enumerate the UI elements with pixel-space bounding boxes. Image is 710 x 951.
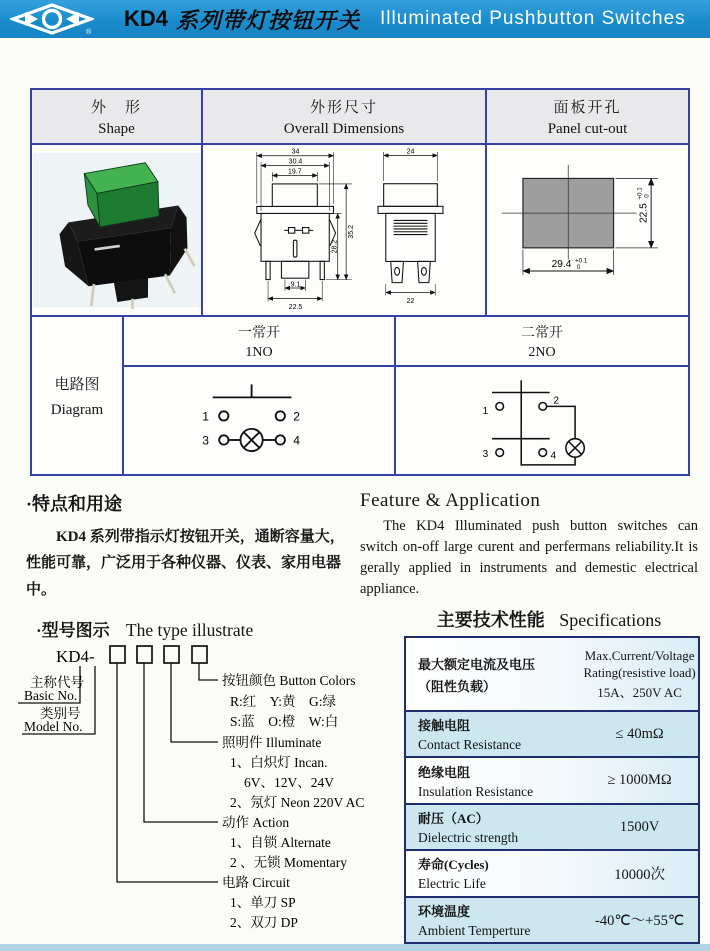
spec-name-line: Dielectric strength <box>418 830 519 846</box>
spec-value <box>581 758 698 802</box>
col-header-shape <box>32 90 203 145</box>
diagram-label-cn: 电路图 <box>54 376 100 393</box>
shape-cell <box>32 145 203 317</box>
col-header-cutout <box>487 90 688 145</box>
dim-front-34: 34 <box>291 148 300 156</box>
branch-illuminate-item-3: 2、氖灯 Neon 220V AC <box>230 795 365 810</box>
spec-value <box>581 712 698 756</box>
spec-value-line: Max.Current/Voltage <box>584 647 695 663</box>
overview-table <box>30 88 690 476</box>
terminal-label-1: 1 <box>482 405 489 417</box>
terminal-label-4: 4 <box>293 433 300 448</box>
terminal-label-4: 4 <box>550 450 557 462</box>
spec-value-line: Rating(resistive load) <box>583 664 696 680</box>
dim-side-22: 22 <box>406 298 415 306</box>
spec-name-line: Ambient Temperture <box>418 922 531 938</box>
terminal-label-3: 3 <box>482 448 489 460</box>
branch-circuit-label: 电路 Circuit <box>222 875 290 890</box>
basic-no-label-en: Basic No. <box>24 688 78 703</box>
page-title-en: Illuminated Pushbutton Switches <box>380 8 686 29</box>
overview-content-row <box>32 145 688 317</box>
spec-value-line: 10000次 <box>614 866 665 883</box>
feature-heading-en: Feature & Application <box>360 490 541 511</box>
spec-name <box>406 638 581 710</box>
feature-body-cn: KD4 系列带指示灯按钮开关，通断容量大，性能可靠，广泛用于各种仪器、仪表、家用电器中。 <box>26 529 345 598</box>
dim-front-28-2: 28.2 <box>331 239 339 254</box>
spec-name-line: Insulation Resistance <box>418 783 534 799</box>
spec-value-line: ≥ 1000MΩ <box>607 772 672 789</box>
branch-circuit-item-1: 1、单刀 SP <box>230 895 296 910</box>
footer-strip <box>0 944 710 951</box>
diagram-rows <box>32 317 688 474</box>
spec-value <box>581 851 698 895</box>
dim-cutout-height-tol-lower: 0 <box>642 193 650 198</box>
spec-value-line: 1500V <box>619 818 660 835</box>
dim-front-30-4: 30.4 <box>288 158 303 166</box>
dim-cutout-width-tol-upper: +0.1 <box>574 256 587 264</box>
overview-header-row <box>32 90 688 145</box>
diagram-label-cell <box>32 317 124 474</box>
branch-button-colors-item-2: S:蓝 O:橙 W:白 <box>230 714 339 729</box>
dim-cutout-width: 29.4 <box>551 258 571 270</box>
spec-value-line: 15A、250V AC <box>597 684 682 700</box>
dim-front-22-5: 22.5 <box>288 304 303 312</box>
spec-row-dielectric-strength <box>406 805 698 851</box>
spec-value <box>581 805 698 849</box>
spec-name-line: 寿命(Cycles) <box>418 857 489 873</box>
spec-row-contact-resistance <box>406 712 698 758</box>
diagram-header-1no-en: 1NO <box>245 344 273 360</box>
diagram-header-1no <box>124 317 396 367</box>
circuit-diagram-1no <box>157 377 361 465</box>
type-illustrate-heading-cn: ·型号图示 <box>36 621 110 640</box>
type-illustrate-heading <box>36 616 253 641</box>
specs-title-cn: 主要技术性能 <box>436 610 545 630</box>
dim-cutout-width-tol-lower: 0 <box>576 263 580 271</box>
dimensions-cell <box>203 145 487 317</box>
cutout-cell <box>487 145 688 317</box>
spec-value <box>581 638 698 710</box>
spec-name <box>406 805 581 849</box>
feature-heading-cn: ·特点和用途 <box>26 494 123 514</box>
spec-name <box>406 758 581 802</box>
spec-name <box>406 851 581 895</box>
branch-illuminate-item-2: 6V、12V、24V <box>244 775 334 790</box>
model-no-label-cn: 类别号 <box>40 706 81 721</box>
switch-photo <box>33 151 201 309</box>
spec-name-line: （阻性负载） <box>418 678 497 694</box>
branch-button-colors-item-1: R:红 Y:黄 G:绿 <box>230 694 337 709</box>
spec-value-line: ≤ 40mΩ <box>615 725 664 742</box>
diagram-header-1no-cn: 一常开 <box>238 325 280 341</box>
diagram-label-en: Diagram <box>50 401 104 418</box>
diagram-header-2no-en: 2NO <box>528 344 556 360</box>
col-header-dimensions-en: Overall Dimensions <box>283 120 405 137</box>
model-number-diagram <box>18 640 396 940</box>
col-header-cutout-cn: 面板开孔 <box>553 99 622 116</box>
basic-no-label-cn: 主称代号 <box>30 675 84 690</box>
spec-row-insulation-resistance <box>406 758 698 804</box>
spec-value <box>581 898 698 942</box>
branch-illuminate-item-1: 1、白炽灯 Incan. <box>230 755 328 770</box>
specs-title <box>398 606 700 632</box>
branch-action-label: 动作 Action <box>222 815 290 830</box>
page-title-model: KD4 <box>124 6 169 31</box>
branch-illuminate-label: 照明件 Illuminate <box>222 735 322 750</box>
circuit-2no-cell <box>396 367 688 474</box>
circuit-1no-cell <box>124 367 396 474</box>
dim-cutout-height: 22.5 <box>637 202 649 223</box>
spec-name-line: 耐压（AC） <box>418 811 489 827</box>
feature-section-cn <box>26 490 358 603</box>
model-no-label-en: Model No. <box>24 719 83 734</box>
col-header-dimensions <box>203 90 487 145</box>
page-title-cn: 系列带灯按钮开关 <box>176 7 361 33</box>
dim-front-9-1: 9.1 <box>290 281 301 289</box>
feature-body-en: The KD4 Illuminated push button switches can switch on-off large curent and perfermans reliability.It is gerally applied in instruments and demestic electrical appliance. <box>360 518 698 598</box>
logo-reg-mark: ® <box>86 29 92 36</box>
diagram-header-2no-cn: 二常开 <box>521 325 563 341</box>
spec-name-line: 绝缘电阻 <box>418 764 471 780</box>
col-header-shape-cn: 外 形 <box>90 99 142 116</box>
dim-front-19-7: 19.7 <box>287 168 302 176</box>
spec-row-electric-life <box>406 851 698 897</box>
spec-row-ambient-temperature <box>406 898 698 942</box>
terminal-label-2: 2 <box>293 409 300 424</box>
type-illustrate-heading-en: The type illustrate <box>125 620 254 640</box>
terminal-label-2: 2 <box>553 394 560 406</box>
feature-section-en <box>360 490 698 600</box>
spec-name-line: 接触电阻 <box>418 718 471 734</box>
dim-front-35-2: 35.2 <box>348 224 356 239</box>
diagram-header-2no <box>396 317 688 367</box>
spec-value-line: -40℃～+55℃ <box>595 913 685 930</box>
dim-cutout-height-tol-upper: +0.1 <box>636 186 644 200</box>
specs-table <box>404 636 700 944</box>
col-header-shape-en: Shape <box>98 120 135 137</box>
spec-name <box>406 898 581 942</box>
branch-action-item-1: 1、自锁 Alternate <box>230 835 331 850</box>
spec-name-line: 最大额定电流及电压 <box>418 656 536 672</box>
panel-cutout-drawing <box>494 163 682 298</box>
spec-name-line: 环境温度 <box>418 903 471 919</box>
spec-row-max-rating <box>406 638 698 712</box>
header-bar <box>0 0 710 38</box>
dim-side-24: 24 <box>406 148 415 156</box>
col-header-cutout-en: Panel cut-out <box>547 120 628 137</box>
spec-name <box>406 712 581 756</box>
side-view-drawing <box>368 147 453 313</box>
spec-name-line: Contact Resistance <box>418 737 522 753</box>
terminal-label-3: 3 <box>202 433 209 448</box>
branch-action-item-2: 2 、无锁 Momentary <box>230 855 347 870</box>
col-header-dimensions-cn: 外形尺寸 <box>309 99 378 116</box>
spec-name-line: Electric Life <box>418 876 486 892</box>
branch-button-colors-label: 按钮颜色 Button Colors <box>222 673 356 688</box>
terminal-label-1: 1 <box>202 409 209 424</box>
brand-logo-icon <box>10 2 94 36</box>
model-prefix: KD4- <box>56 647 95 666</box>
front-view-drawing <box>235 147 356 313</box>
branch-circuit-item-2: 2、双刀 DP <box>230 915 298 930</box>
specs-title-en: Specifications <box>559 610 662 630</box>
circuit-diagram-2no <box>444 371 640 471</box>
